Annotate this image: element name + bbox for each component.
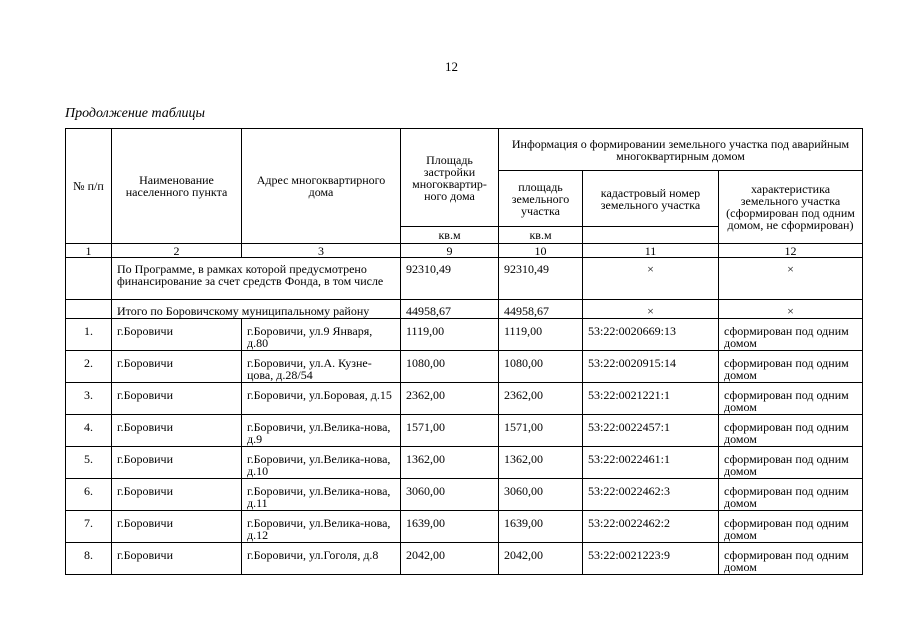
row-address: г.Боровичи, ул.Велика-нова, д.11: [242, 479, 401, 511]
summary-land: 44958,67: [499, 300, 583, 319]
header-building-area: Площадь застройки многоквартир-ного дома: [401, 129, 499, 227]
row-settlement: г.Боровичи: [112, 383, 242, 415]
summary-characteristic: ×: [719, 258, 863, 300]
row-characteristic: сформирован под одним домом: [719, 415, 863, 447]
summary-label: Итого по Боровичскому муниципальному району: [112, 300, 401, 319]
row-characteristic: сформирован под одним домом: [719, 447, 863, 479]
column-number-cell: 12: [719, 244, 863, 258]
header-number: № п/п: [66, 129, 112, 244]
row-land-area: 3060,00: [499, 479, 583, 511]
table-row: [66, 383, 863, 415]
summary-row: [66, 300, 863, 319]
summary-characteristic: ×: [719, 300, 863, 319]
row-settlement: г.Боровичи: [112, 319, 242, 351]
row-address: г.Боровичи, ул.А. Кузне-цова, д.28/54: [242, 351, 401, 383]
column-number-cell: 3: [242, 244, 401, 258]
summary-area: 44958,67: [401, 300, 499, 319]
row-number: 7.: [66, 511, 112, 543]
table-row: [66, 415, 863, 447]
row-settlement: г.Боровичи: [112, 351, 242, 383]
row-number: 8.: [66, 543, 112, 575]
column-number-cell: 1: [66, 244, 112, 258]
row-number: 4.: [66, 415, 112, 447]
row-characteristic: сформирован под одним домом: [719, 383, 863, 415]
row-settlement: г.Боровичи: [112, 447, 242, 479]
row-area: 1639,00: [401, 511, 499, 543]
table-row: [66, 543, 863, 575]
header-cadastral: кадастровый номер земельного участка: [583, 171, 719, 227]
summary-cadastral: ×: [583, 300, 719, 319]
row-area: 1119,00: [401, 319, 499, 351]
column-number-cell: 2: [112, 244, 242, 258]
header-characteristic: характеристика земельного участка (сформирован под одним домом, не сформирован): [719, 171, 863, 244]
table-row: [66, 319, 863, 351]
row-characteristic: сформирован под одним домом: [719, 319, 863, 351]
row-cadastral: 53:22:0022462:3: [583, 479, 719, 511]
summary-area: 92310,49: [401, 258, 499, 300]
row-number: 3.: [66, 383, 112, 415]
row-number: 1.: [66, 319, 112, 351]
row-number: 6.: [66, 479, 112, 511]
row-land-area: 1119,00: [499, 319, 583, 351]
row-address: г.Боровичи, ул.9 Января, д.80: [242, 319, 401, 351]
row-land-area: 1362,00: [499, 447, 583, 479]
row-area: 2362,00: [401, 383, 499, 415]
row-address: г.Боровичи, ул.Велика-нова, д.12: [242, 511, 401, 543]
column-number-cell: 9: [401, 244, 499, 258]
header-unit-land: кв.м: [499, 227, 583, 244]
row-land-area: 2042,00: [499, 543, 583, 575]
row-cadastral: 53:22:0020915:14: [583, 351, 719, 383]
row-cadastral: 53:22:0020669:13: [583, 319, 719, 351]
row-cadastral: 53:22:0022462:2: [583, 511, 719, 543]
header-unit-area: кв.м: [401, 227, 499, 244]
table-continuation-caption: Продолжение таблицы: [65, 106, 206, 121]
table-row: [66, 447, 863, 479]
row-settlement: г.Боровичи: [112, 415, 242, 447]
header-settlement: Наименование населенного пункта: [112, 129, 242, 244]
table-row: [66, 511, 863, 543]
summary-row: [66, 258, 863, 300]
row-settlement: г.Боровичи: [112, 543, 242, 575]
row-cadastral: 53:22:0021223:9: [583, 543, 719, 575]
row-area: 1080,00: [401, 351, 499, 383]
housing-table: [65, 128, 863, 575]
row-characteristic: сформирован под одним домом: [719, 479, 863, 511]
row-characteristic: сформирован под одним домом: [719, 543, 863, 575]
column-number-cell: 11: [583, 244, 719, 258]
header-land-info-group: Информация о формировании земельного участка под аварийным многоквартирным домом: [499, 129, 863, 171]
header-unit-empty: [583, 227, 719, 244]
row-settlement: г.Боровичи: [112, 511, 242, 543]
row-land-area: 1639,00: [499, 511, 583, 543]
summary-label: По Программе, в рамках которой предусмотрено финансирование за счет средств Фонда, в том числе: [112, 258, 401, 300]
row-land-area: 1080,00: [499, 351, 583, 383]
row-characteristic: сформирован под одним домом: [719, 351, 863, 383]
row-address: г.Боровичи, ул.Гоголя, д.8: [242, 543, 401, 575]
table-row: [66, 351, 863, 383]
summary-land: 92310,49: [499, 258, 583, 300]
row-area: 1571,00: [401, 415, 499, 447]
column-number-cell: 10: [499, 244, 583, 258]
row-area: 1362,00: [401, 447, 499, 479]
row-number: 5.: [66, 447, 112, 479]
row-land-area: 2362,00: [499, 383, 583, 415]
page-number: 12: [445, 59, 458, 74]
summary-cadastral: ×: [583, 258, 719, 300]
row-land-area: 1571,00: [499, 415, 583, 447]
row-number: 2.: [66, 351, 112, 383]
header-address: Адрес многоквартирного дома: [242, 129, 401, 244]
row-settlement: г.Боровичи: [112, 479, 242, 511]
row-cadastral: 53:22:0022457:1: [583, 415, 719, 447]
row-address: г.Боровичи, ул.Велика-нова, д.9: [242, 415, 401, 447]
row-cadastral: 53:22:0021221:1: [583, 383, 719, 415]
row-address: г.Боровичи, ул.Боровая, д.15: [242, 383, 401, 415]
row-cadastral: 53:22:0022461:1: [583, 447, 719, 479]
row-characteristic: сформирован под одним домом: [719, 511, 863, 543]
row-area: 2042,00: [401, 543, 499, 575]
header-land-area: площадь земельного участка: [499, 171, 583, 227]
row-area: 3060,00: [401, 479, 499, 511]
table-row: [66, 479, 863, 511]
row-address: г.Боровичи, ул.Велика-нова, д.10: [242, 447, 401, 479]
